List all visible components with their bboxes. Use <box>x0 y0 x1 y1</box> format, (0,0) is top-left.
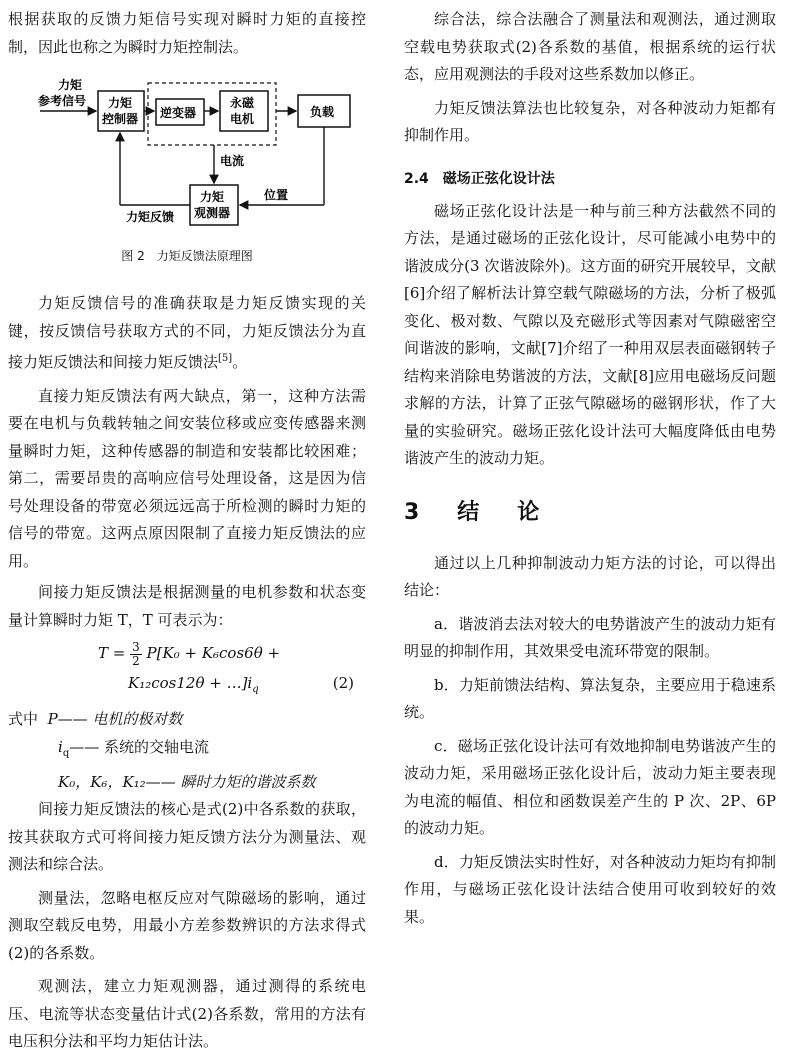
def-p: P—— 电机的极对数 <box>47 710 183 728</box>
equation-line-2-text: K₁₂cos12θ + …]i <box>128 674 253 692</box>
figure-caption: 图 2 力矩反馈法原理图 <box>121 249 253 263</box>
right-para-4: 通过以上几种抑制波动力矩方法的讨论，可以得出结论： <box>404 553 776 599</box>
section-heading-3: 3 结 论 <box>404 499 548 525</box>
left-para-2: 直接力矩反馈法有两大缺点，第一，这种方法需要在电机与负载转轴之间安装位移或应变传感器来测量瞬时力矩，这种传感器的制造和安装都比较困难；第二，需要昂贵的高响应信号处理设备，这是因为信号处理设备的带宽必须远远高于所检测的瞬时力矩的信号的带宽。这两点原因限制了直接力矩反馈法的应用。 <box>8 386 366 570</box>
left-para-1-end: 。 <box>232 353 248 371</box>
motor-label-1: 永磁 <box>230 96 255 110</box>
def-row-3 <box>8 768 366 796</box>
def-intro: 式中 <box>8 710 39 728</box>
def-row-1 <box>8 705 366 733</box>
equation-number: (2) <box>332 674 354 692</box>
observer-label-1: 力矩 <box>200 190 225 204</box>
left-para-1-text: 力矩反馈信号的准确获取是力矩反馈实现的关键，按反馈信号获取方式的不同，力矩反馈法分为直接力矩反馈法和间接力矩反馈法 <box>8 294 366 371</box>
conclusion-item-d: d．力矩反馈法实时性好，对各种波动力矩均有抑制作用，与磁场正弦化设计法结合使用可收到较好的效果。 <box>404 852 776 926</box>
equation-lhs: T = <box>98 644 126 662</box>
equation-fraction <box>130 641 142 668</box>
left-para-3: 间接力矩反馈法是根据测量的电机参数和状态变量计算瞬时力矩 T，T 可表示为： <box>8 583 366 629</box>
left-para-5: 测量法，忽略电枢反应对气隙磁场的影响，通过测取空载反电势，用最小方差参数辨识的方法求得式(2)的各系数。 <box>8 888 366 962</box>
conclusion-item-c: c．磁场正弦化设计法可有效地抑制电势谐波产生的波动力矩，采用磁场正弦化设计后，波动力矩主要表现为电流的幅值、相位和函数误差产生的 P 次、2P、6P 的波动力矩。 <box>404 736 776 837</box>
motor-label-2: 电机 <box>230 112 255 126</box>
equation-line-1-text: P[K₀ + K₆cos6θ + <box>146 644 281 662</box>
right-para-1: 综合法，综合法融合了测量法和观测法，通过测取空载电势获取式(2)各系数的基值，根据系统的运行状态，应用观测法的手段对这些系数加以修正。 <box>404 10 776 83</box>
block-diagram-svg <box>8 73 366 233</box>
current-label: 电流 <box>220 154 245 168</box>
variable-definitions <box>8 705 366 796</box>
fraction-denominator: 2 <box>132 653 140 668</box>
section-heading-2-4: 2.4 磁场正弦化设计法 <box>404 170 555 187</box>
controller-label-2: 控制器 <box>102 112 139 126</box>
equation-line-1 <box>98 638 280 668</box>
equation-subscript-q: q <box>252 684 259 695</box>
citation-5: [5] <box>218 353 233 364</box>
equation-2 <box>8 638 366 705</box>
def-iq-desc: —— 系统的交轴电流 <box>69 738 209 756</box>
left-top-text: 根据获取的反馈力矩信号实现对瞬时力矩的直接控制，因此也称之为瞬时力矩控制法。 <box>8 10 366 56</box>
observer-label-2: 观测器 <box>194 206 231 220</box>
def-iq: i <box>58 738 63 756</box>
left-para-6: 观测法，建立力矩观测器，通过测得的系统电压、电流等状态变量估计式(2)各系数，常用的方法有电压积分法和平均力矩估计法。 <box>8 977 366 1050</box>
position-label: 位置 <box>264 188 289 202</box>
def-k: K₀，K₆，K₁₂—— 瞬时力矩的谐波系数 <box>58 773 316 791</box>
conclusion-item-a: a．谐波消去法对较大的电势谐波产生的波动力矩有明显的抑制作用，其效果受电流环带宽的限制。 <box>404 614 776 660</box>
left-para-4: 间接力矩反馈法的核心是式(2)中各系数的获取，按其获取方式可将间接力矩反馈方法分为测量法、观测法和综合法。 <box>8 800 366 873</box>
def-row-2 <box>8 733 366 768</box>
feedback-label: 力矩反馈 <box>126 210 175 224</box>
controller-label-1: 力矩 <box>108 96 133 110</box>
ref-label-2: 参考信号 <box>38 94 87 108</box>
left-column <box>8 0 366 1056</box>
figure-2-diagram <box>8 73 366 233</box>
right-para-3: 磁场正弦化设计法是一种与前三种方法截然不同的方法，是通过磁场的正弦化设计，尽可能减小电势中的谐波成分(3 次谐波除外)。这方面的研究开展较早，文献[6]介绍了解析法计算空载气隙磁场的方法，分析了极弧变化、极对数、气隙以及充磁形式等因素对气隙磁密空间谐波的影响，文献[7]介绍了一种用双层表面磁钢转子结构来消除电势谐波的方法，文献[8]应用电磁场反问题求解的方法，计算了正弦气隙磁场的磁钢形状，作了大量的实验研究。磁场正弦化设计法可大幅度降低由电势谐波产生的波动力矩。 <box>404 201 776 467</box>
left-para-1 <box>8 290 366 377</box>
right-column <box>404 0 776 931</box>
equation-line-2 <box>128 668 259 705</box>
load-label: 负载 <box>310 105 335 119</box>
def-iq-sub: q <box>62 748 70 759</box>
fraction-numerator: 3 <box>132 639 140 654</box>
ref-label-1: 力矩 <box>58 78 83 92</box>
inverter-label: 逆变器 <box>160 106 197 120</box>
right-para-2: 力矩反馈法算法也比较复杂，对各种波动力矩都有抑制作用。 <box>404 98 776 144</box>
conclusion-item-b: b．力矩前馈法结构、算法复杂，主要应用于稳速系统。 <box>404 675 776 721</box>
